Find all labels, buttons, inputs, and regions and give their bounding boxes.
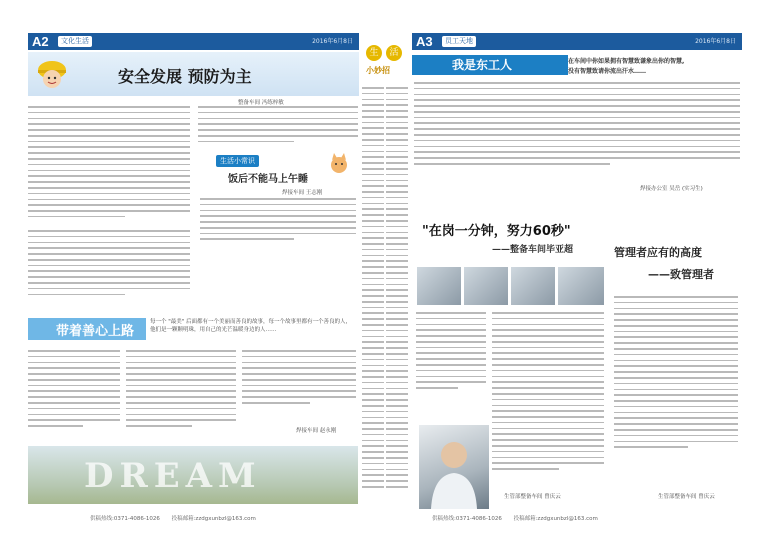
middle-strip — [360, 33, 410, 523]
photo-2 — [463, 266, 509, 306]
safety-headline: 安全发展 预防为主 — [118, 67, 252, 86]
safety-banner — [28, 52, 359, 96]
worker-signature: 焊接办公室 吴岳 (实习生) — [640, 186, 703, 192]
worker-portrait — [418, 424, 490, 510]
goodness-article-col2 — [126, 350, 236, 446]
section-label: 员工天地 — [442, 36, 476, 47]
right-footer — [432, 512, 732, 526]
middle-title — [360, 43, 410, 83]
goodness-author: 焊接车间 赵永刚 — [296, 428, 337, 434]
tip-author: 焊接车间 王志刚 — [282, 190, 323, 196]
safety-article-col1-cont — [28, 230, 190, 314]
right-page — [412, 0, 742, 536]
goodness-article-col3 — [242, 350, 356, 420]
worker-ribbon — [412, 55, 568, 75]
left-page — [0, 0, 383, 536]
dream-word: DREAM — [84, 456, 262, 496]
section-label: 文化生活 — [58, 36, 92, 47]
worker-illustration — [32, 54, 72, 94]
minute-subtitle: ——整备车间毕亚超 — [492, 245, 574, 255]
goodness-article-col1 — [28, 350, 120, 446]
manager-article — [614, 296, 738, 492]
middle-title-sub: 小妙招 — [366, 66, 390, 75]
footer-phone: 供稿热线:0371-4086-1026 — [432, 516, 502, 522]
side-col — [416, 312, 486, 422]
minute-article — [492, 312, 604, 512]
middle-title-char-2: 活 — [386, 45, 402, 61]
page-number: A2 — [32, 34, 49, 49]
right-page-header — [412, 33, 742, 50]
tip-title: 饭后不能马上午睡 — [228, 174, 308, 185]
footer-phone: 供稿热线:0371-4086-1026 — [90, 516, 160, 522]
manager-title-1: 管理者应有的高度 — [614, 246, 702, 259]
minute-headline-box — [414, 214, 604, 262]
worker-article — [414, 82, 740, 180]
cat-illustration — [326, 152, 352, 174]
portrait-icon — [419, 425, 489, 509]
dream-banner-image — [28, 446, 358, 504]
middle-tips-col2 — [386, 87, 408, 517]
tip-article — [200, 198, 356, 250]
photo-1 — [416, 266, 462, 306]
page-number: A3 — [416, 34, 433, 49]
footer-mail: 投稿邮箱:zzdgxunbzl@163.com — [171, 516, 256, 522]
photo-strip — [416, 266, 604, 304]
minute-title: "在岗一分钟，努力60秒" — [422, 224, 571, 239]
left-footer — [90, 512, 360, 526]
issue-date: 2016年6月8日 — [312, 38, 353, 45]
portrait-caption: 生管部整备车间 曾庆云 — [504, 494, 561, 500]
safety-article-col2 — [198, 106, 358, 148]
goodness-subtitle: 每一个 "最美" 后面都有一个美丽而善良的故事，每一个故事里都有一个善良的人，他们是一颗颗明珠，用自己的光芒温暖身边的人…… — [150, 319, 352, 333]
goodness-label: 带着善心上路 — [56, 324, 135, 339]
middle-title-char-1: 生 — [366, 45, 382, 61]
goodness-ribbon — [28, 318, 146, 340]
safety-article-col1 — [28, 106, 190, 228]
quote-line-1: 在车间中你如果拥有智慧致谦象出你的智慧, — [568, 58, 685, 65]
photo-3 — [510, 266, 556, 306]
photo-4 — [557, 266, 605, 306]
footer-mail: 投稿邮箱:zzdgxunbzl@163.com — [513, 516, 598, 522]
manager-headline-box — [610, 236, 740, 288]
manager-title-2: ——致管理者 — [648, 268, 714, 281]
worker-ribbon-text: 我是东工人 — [452, 58, 513, 72]
left-page-header — [28, 33, 359, 50]
issue-date: 2016年6月8日 — [695, 38, 736, 45]
tip-box — [198, 152, 358, 252]
quote-line-2: 没有智慧致请你流出汗水…… — [568, 68, 647, 75]
middle-tips-col1 — [362, 87, 384, 517]
safety-byline: 整备车间 冯练梓敏 — [238, 100, 284, 106]
tip-label: 生活小常识 — [216, 155, 259, 167]
manager-caption: 生管部整备车间 曾庆云 — [658, 494, 715, 500]
